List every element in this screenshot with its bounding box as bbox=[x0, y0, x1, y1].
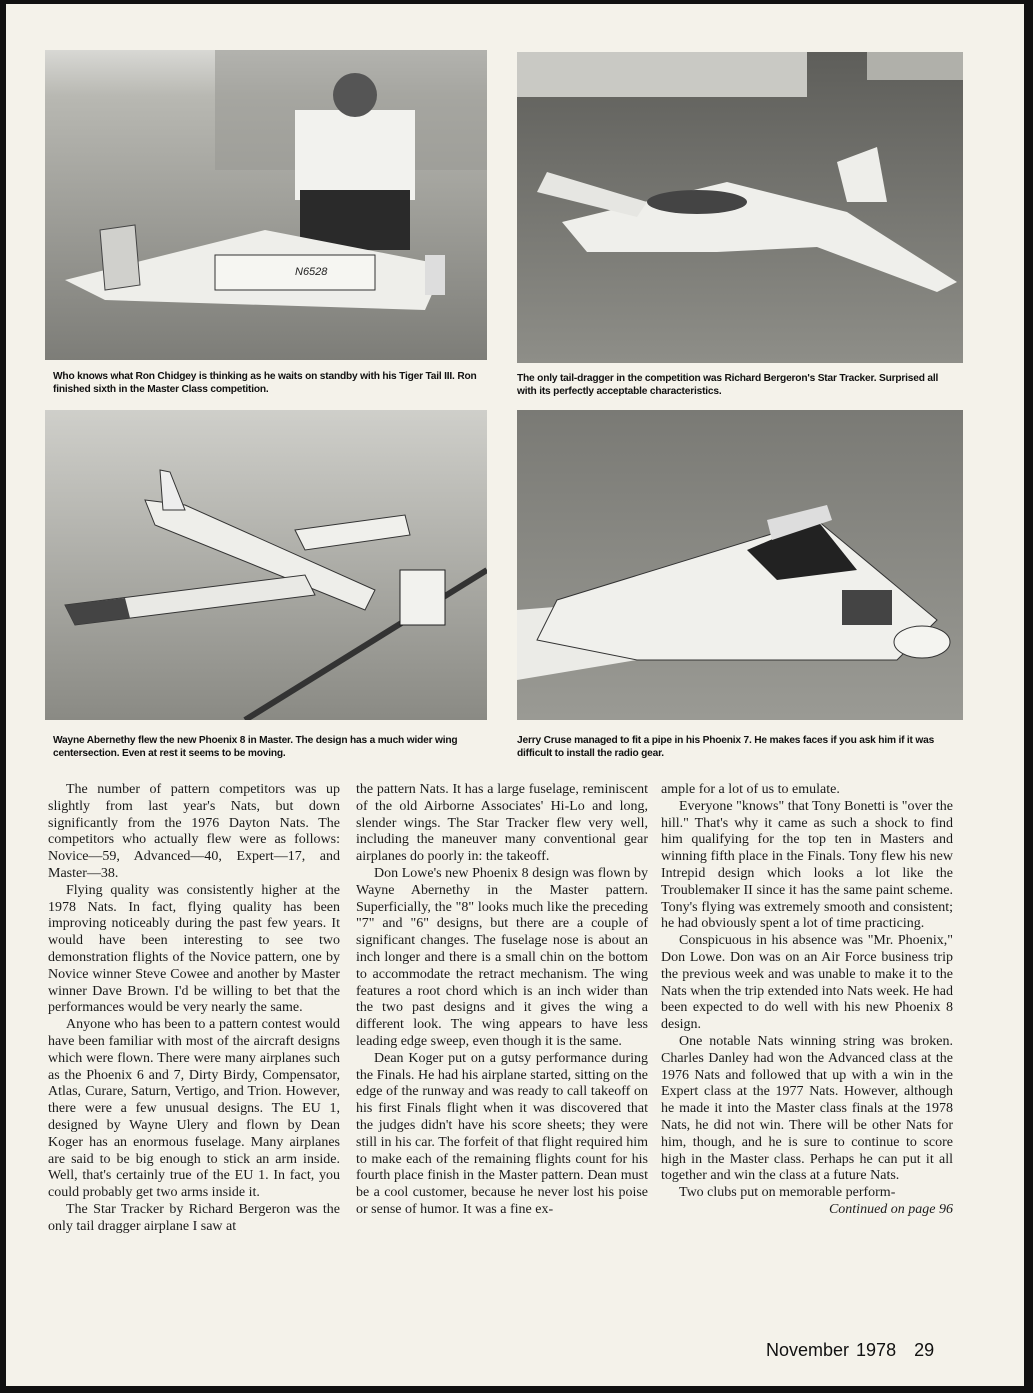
paragraph: Conspicuous in his absence was "Mr. Phoenix," Don Lowe. Don was on an Air Force business trip the previous week and was unable to make it to the Nats when the trip extended into Nats week. He had been expected to do well with his new Phoenix 8 design. bbox=[661, 933, 953, 1033]
issue-date: November 1978 bbox=[766, 1340, 897, 1360]
article-column-1 bbox=[48, 782, 340, 1236]
photo-caption: Wayne Abernethy flew the new Phoenix 8 in Master. The design has a much wider wing centersection. Even at rest it seems to be moving. bbox=[53, 734, 458, 759]
paragraph: Dean Koger put on a gutsy performance during the Finals. He had his airplane started, sitting on the edge of the runway and was ready to call takeoff on his first Finals flight when it was discovered that the judges didn't have his score sheets; they were still in his car. The forfeit of that flight required him to make each of the remaining flights count for his fourth place finish in the Master pattern. Dean must be a cool customer, because he never lost his poise or sense of humor. It was a fine ex- bbox=[356, 1050, 648, 1217]
paragraph: The number of pattern competitors was up slightly from last year's Nats, but down significantly from the 1976 Dayton Nats. The competitors who actually flew were as follows: Novice—59, Advanced—40, Expert—17, and Master—38. bbox=[48, 782, 340, 881]
photo-star-tracker bbox=[517, 52, 963, 363]
photo-caption: Who knows what Ron Chidgey is thinking as he waits on standby with his Tiger Tail III. Ron finished sixth in the Master Class competition. bbox=[53, 370, 477, 395]
photo-caption: Jerry Cruse managed to fit a pipe in his Phoenix 7. He makes faces if you ask him if it was difficult to install the radio gear. bbox=[517, 734, 935, 759]
photo-ron-chidgey-tiger-tail bbox=[45, 50, 487, 360]
paragraph: the pattern Nats. It has a large fuselage, reminiscent of the old Airborne Associates' Hi-Lo and long, slender wings. The Star Tracker flew very well, including the maneuver many conventional gear airplanes do poorly in: the takeoff. bbox=[356, 782, 648, 865]
page-footer bbox=[766, 1340, 934, 1361]
page-number: 29 bbox=[914, 1340, 935, 1360]
photo-caption: The only tail-dragger in the competition was Richard Bergeron's Star Tracker. Surprised all with its perfectly acceptable characteristics. bbox=[517, 372, 939, 397]
continued-on-link: Continued on page 96 bbox=[828, 1201, 953, 1217]
paragraph: The Star Tracker by Richard Bergeron was the only tail dragger airplane I saw at bbox=[48, 1201, 340, 1234]
article-column-3 bbox=[661, 782, 953, 1219]
photo-phoenix-8 bbox=[45, 410, 487, 720]
paragraph: Don Lowe's new Phoenix 8 design was flown by Wayne Abernethy in the Master pattern. Superficially, the "8" looks much like the preceding "7" and "6" designs, but there are a couple of significant changes. The fuselage nose is about an inch longer and there is a small chin on the bottom to accommodate the retract mechanism. The wing features a root chord which is an inch wider than the two past designs and it gives the wing a different look. The wing appears to have less leading edge sweep, even though it is the same. bbox=[356, 865, 648, 1049]
paragraph: One notable Nats winning string was broken. Charles Danley had won the Advanced class at the 1976 Nats and followed that up with a win in the Expert class at the 1977 Nats. However, although he made it into the Master class finals at the 1978 Nats, he did not win. There will be other Nats for him, though, and he is sure to continue to score high in the Master class. Perhaps he can put it all together and win the class at a future Nats. bbox=[661, 1033, 953, 1184]
photo-phoenix-7-jerry-cruse bbox=[517, 410, 963, 720]
paragraph: Everyone "knows" that Tony Bonetti is "over the hill." That's why it came as such a shock to find him qualifying for the top ten in Masters and winning fifth place in the Finals. Tony flew his new Intrepid design which looks a lot like the Troublemaker II since it has the same paint scheme. Tony's flying was extremely smooth and consistent; he had obviously spent a lot of time practicing. bbox=[661, 798, 953, 932]
paragraph: Anyone who has been to a pattern contest would have been familiar with most of the aircraft designs which were flown. There were many airplanes such as the Phoenix 6 and 7, Dirty Birdy, Compensator, Atlas, Curare, Saturn, Vertigo, and Trion. However, there were a few unusual designs. The EU 1, designed by Wayne Ulery and flown by Dean Koger has an enormous fuselage. Many airplanes are said to be big enough to stick an arm inside. Well, that's certainly true of the EU 1. In fact, you could probably get two arms inside it. bbox=[48, 1017, 340, 1201]
paragraph: Flying quality was consistently higher at the 1978 Nats. In fact, flying quality has been improving noticeably during the past few years. It would have been interesting to see two demonstration flights of the Novice pattern, one by Novice winner Steve Cowee and another by Master winner Dave Brown. I'd be willing to bet that the performances would be very nearly the same. bbox=[48, 882, 340, 1016]
aircraft-registration: N6528 bbox=[295, 266, 328, 278]
paragraph: ample for a lot of us to emulate. bbox=[661, 782, 840, 797]
paragraph: Two clubs put on memorable perform- bbox=[679, 1185, 896, 1201]
magazine-page bbox=[6, 4, 1024, 1386]
article-column-2 bbox=[356, 782, 648, 1219]
